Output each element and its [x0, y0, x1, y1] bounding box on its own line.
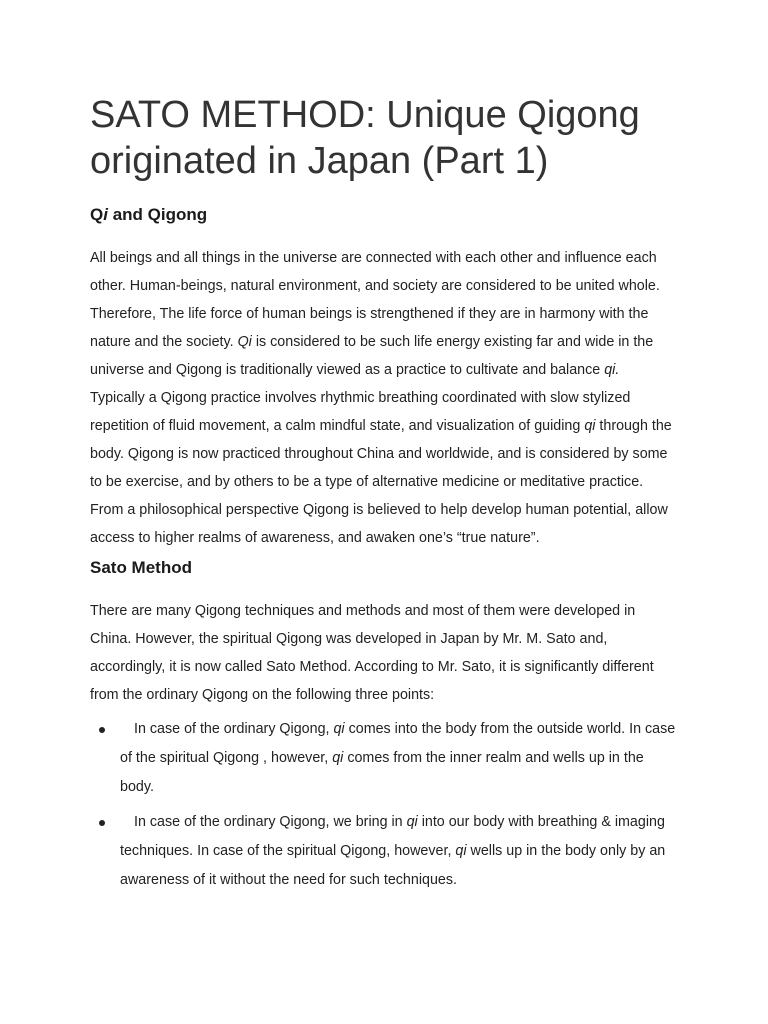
italic-text-run: qi	[406, 814, 418, 830]
text-run: comes into the body from the outside world. In case of the spiritual Qigong , however,	[120, 721, 676, 766]
section-heading-sato-method: Sato Method	[90, 558, 192, 577]
document-page	[90, 92, 690, 901]
heading-suffix: and Qigong	[107, 205, 208, 224]
differences-list	[90, 715, 690, 895]
list-item	[90, 808, 680, 895]
text-run: into our body with breathing & imaging techniques. In case of the spiritual Qigong, however,	[120, 814, 665, 859]
text-run: All beings and all things in the universe are connected with each other and influence each other. Human-beings, natural environment, and society are considered to be united whole. Therefore, The life force of human beings is strengthened if they are in harmony with the nature and the society.	[90, 250, 660, 350]
heading-italic: i	[103, 205, 108, 224]
text-run: through the body. Qigong is now practiced throughout China and worldwide, and is considered by some to be exercise, and by others to be a type of alternative medicine or meditative practice. From a philosophical perspective Qigong is believed to help develop human potential, allow access to higher realms of awareness, and awaken one’s “true nature”.	[90, 418, 672, 546]
sato-method-paragraph: There are many Qigong techniques and methods and most of them were developed in China. However, the spiritual Qigong was developed in Japan by Mr. M. Sato and, accordingly, it is now called Sato Method. According to Mr. Sato, it is significantly different from the ordinary Qigong on the following three points:	[90, 603, 654, 703]
section-heading-qi-and-qigong	[90, 203, 690, 227]
italic-text-run: qi	[333, 721, 345, 737]
text-run: In case of the ordinary Qigong,	[134, 721, 334, 737]
qi-and-qigong-paragraph	[90, 244, 675, 552]
text-run: In case of the ordinary Qigong, we bring in	[134, 814, 407, 830]
text-run: Typically a Qigong practice involves rhythmic breathing coordinated with slow stylized repetition of fluid movement, a calm mindful state, and visualization of guiding	[90, 390, 631, 434]
italic-text-run: Qi	[237, 334, 252, 350]
italic-text-run: qi	[584, 418, 596, 434]
document-title: SATO METHOD: Unique Qigong originated in Japan (Part 1)	[90, 94, 640, 182]
heading-prefix: Q	[90, 205, 104, 224]
text-run: comes from the inner realm and wells up in the body.	[120, 750, 644, 795]
italic-text-run: qi.	[604, 362, 620, 378]
text-run: is considered to be such life energy existing far and wide in the universe and Qigong is traditionally viewed as a practice to cultivate and balance	[90, 334, 654, 378]
list-item	[90, 715, 680, 802]
italic-text-run: qi	[455, 843, 467, 859]
bullet-icon	[99, 727, 105, 733]
text-run: wells up in the body only by an awareness of it without the need for such techniques.	[120, 843, 666, 888]
italic-text-run: qi	[332, 750, 344, 766]
bullet-icon	[99, 820, 105, 826]
